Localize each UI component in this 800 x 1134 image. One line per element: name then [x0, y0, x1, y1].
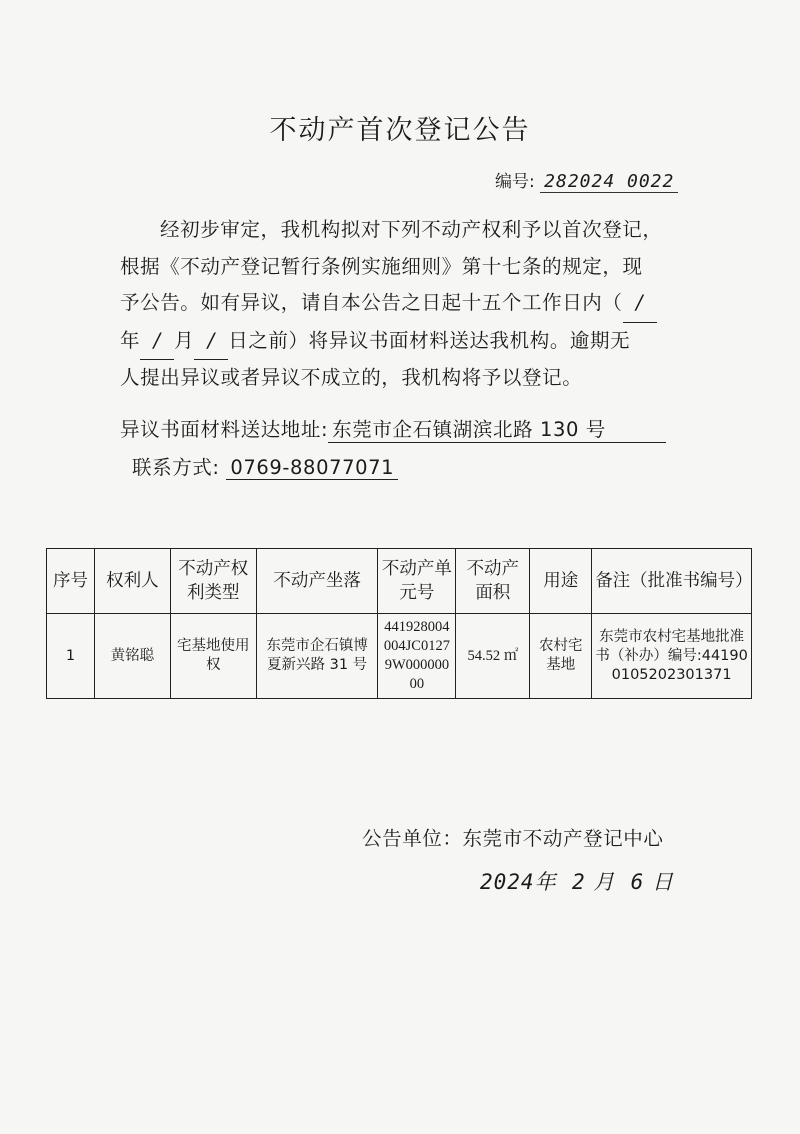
date-year: 2024: [480, 870, 535, 894]
notice-line: 年 / 月 / 日之前）将异议书面材料送达我机构。逾期无: [120, 323, 700, 361]
cell-unit-no: 441928004004JC01279W00000000: [378, 614, 456, 699]
header-cell: 序号: [47, 549, 95, 614]
cell-area: 54.52 ㎡: [456, 614, 530, 699]
contact-value: 0769-88077071: [226, 456, 398, 480]
contact-line: [132, 452, 398, 480]
cell-location: 东莞市企石镇博夏新兴路 31 号: [256, 614, 378, 699]
issue-date: 2024年 2 月 6 日: [480, 870, 674, 894]
doc-number-label: 编号:: [495, 172, 535, 192]
cell-no: 1: [47, 614, 95, 699]
header-cell: 不动产坐落: [256, 549, 378, 614]
cell-right-type: 宅基地使用权: [170, 614, 256, 699]
page-title: 不动产首次登记公告: [269, 115, 531, 146]
property-table: [46, 548, 752, 699]
cell-remark: 东莞市农村宅基地批准书（补办）编号:441900105202301371: [592, 614, 752, 699]
notice-line: 根据《不动产登记暂行条例实施细则》第十七条的规定，现: [120, 254, 643, 278]
header-cell: 用途: [530, 549, 592, 614]
cell-usage: 农村宅基地: [530, 614, 592, 699]
blank-month: /: [140, 323, 174, 361]
notice-line: 人提出异议或者异议不成立的，我机构将予以登记。: [120, 366, 583, 389]
table-row: [47, 614, 752, 699]
blank-day: /: [194, 323, 228, 361]
blank-year: /: [623, 285, 657, 323]
notice-body: [120, 212, 700, 397]
notice-line: 经初步审定，我机构拟对下列不动产权利予以首次登记，: [160, 218, 663, 241]
cell-owner: 黄铭聪: [94, 614, 170, 699]
header-cell: 不动产权利类型: [170, 549, 256, 614]
table-header-row: [47, 549, 752, 614]
notice-line: 予公告。如有异议，请自本公告之日起十五个工作日内（ /: [120, 285, 700, 323]
header-cell: 权利人: [94, 549, 170, 614]
header-cell: 备注（批准书编号）: [592, 549, 752, 614]
doc-number: [495, 167, 678, 193]
doc-number-value: 282024 0022: [540, 171, 678, 193]
address-line: [120, 414, 666, 443]
address-label: 异议书面材料送达地址:: [120, 418, 329, 441]
date-day: 6: [630, 870, 645, 894]
issuer: 公告单位：东莞市不动产登记中心: [362, 827, 664, 850]
address-value: 东莞市企石镇湖滨北路 130 号: [328, 414, 666, 443]
header-cell: 不动产面积: [456, 549, 530, 614]
contact-label: 联系方式:: [132, 456, 220, 479]
date-month: 2: [571, 870, 586, 894]
header-cell: 不动产单元号: [378, 549, 456, 614]
